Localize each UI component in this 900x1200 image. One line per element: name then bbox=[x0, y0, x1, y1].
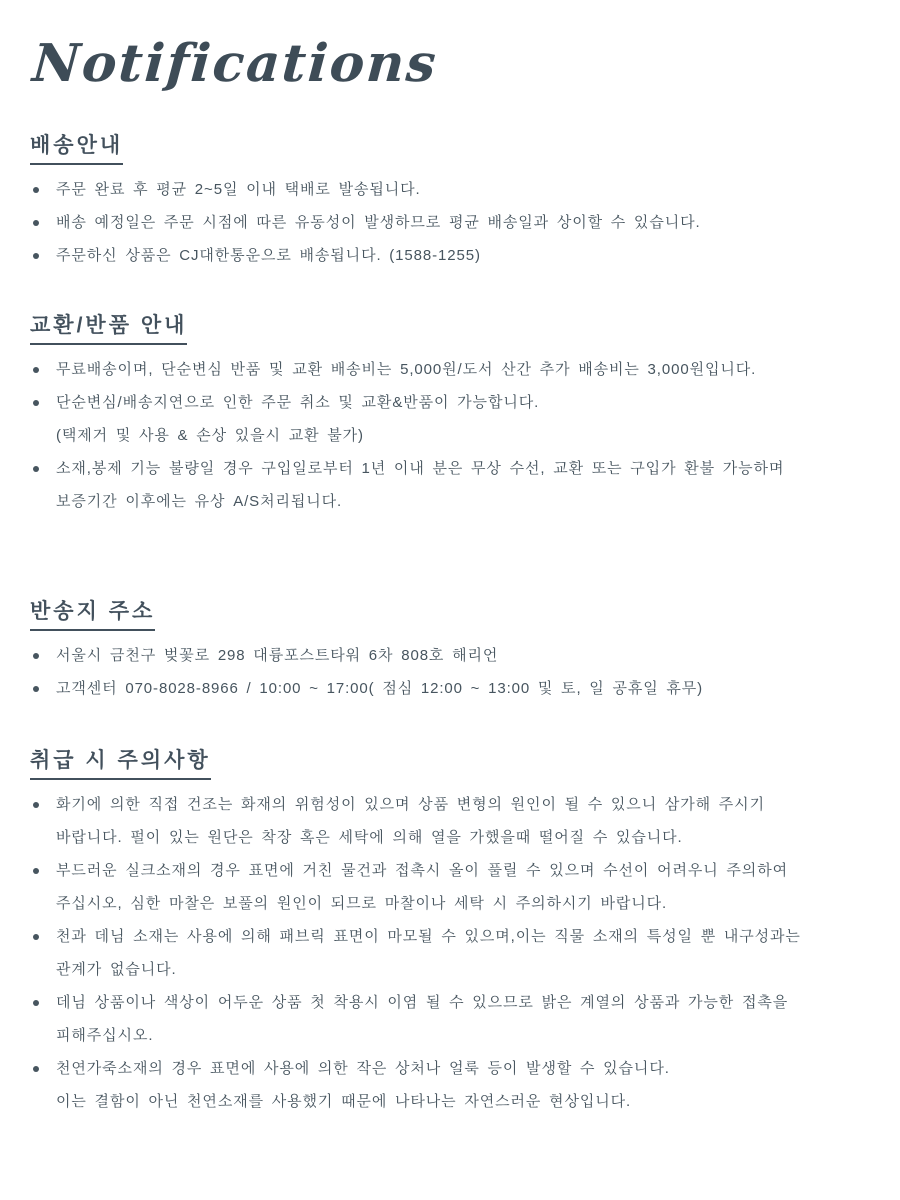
item-line: 천과 데님 소재는 사용에 의해 패브릭 표면이 마모될 수 있으며,이는 직물 소재의 특성일 뿐 내구성과는 bbox=[56, 928, 801, 945]
item-list-exchange-return-info bbox=[30, 353, 864, 518]
list-item bbox=[30, 452, 864, 518]
item-list-shipping-info bbox=[30, 173, 864, 272]
list-item bbox=[30, 920, 864, 986]
list-item bbox=[30, 353, 864, 386]
item-lines bbox=[56, 854, 864, 920]
item-line: 부드러운 실크소재의 경우 표면에 거친 물건과 접촉시 올이 풀릴 수 있으며 수선이 어려우니 주의하여 bbox=[56, 862, 788, 879]
item-line: 고객센터 070-8028-8966 / 10:00 ~ 17:00( 점심 12:00 ~ 13:00 및 토, 일 공휴일 휴무) bbox=[56, 680, 704, 697]
item-lines bbox=[56, 452, 864, 518]
bullet-icon bbox=[33, 253, 39, 259]
item-lines bbox=[56, 672, 864, 705]
bullet-icon bbox=[33, 868, 39, 874]
list-item bbox=[30, 239, 864, 272]
section-exchange-return-info bbox=[30, 314, 864, 518]
bullet-icon bbox=[33, 934, 39, 940]
bullet-icon bbox=[33, 686, 39, 692]
section-shipping-info bbox=[30, 134, 864, 272]
item-line: 천연가죽소재의 경우 표면에 사용에 의한 작은 상처나 얼룩 등이 발생할 수 있습니다. bbox=[56, 1060, 670, 1077]
list-item bbox=[30, 854, 864, 920]
item-lines bbox=[56, 1052, 864, 1118]
item-lines bbox=[56, 986, 864, 1052]
list-item bbox=[30, 788, 864, 854]
item-line: 주십시오, 심한 마찰은 보풀의 원인이 되므로 마찰이나 세탁 시 주의하시기 바랍니다. bbox=[56, 895, 668, 912]
bullet-icon bbox=[33, 220, 39, 226]
item-line: 주문 완료 후 평균 2~5일 이내 택배로 발송됩니다. bbox=[56, 181, 421, 198]
bullet-icon bbox=[33, 367, 39, 373]
item-line: 배송 예정일은 주문 시점에 따른 유동성이 발생하므로 평균 배송일과 상이할 수 있습니다. bbox=[56, 214, 701, 231]
section-heading-handling-precautions: 취급 시 주의사항 bbox=[30, 749, 211, 780]
list-item bbox=[30, 639, 864, 672]
item-line: 소재,봉제 기능 불량일 경우 구입일로부터 1년 이내 분은 무상 수선, 교환 또는 구입가 환불 가능하며 bbox=[56, 460, 785, 477]
item-lines bbox=[56, 920, 864, 986]
item-lines bbox=[56, 206, 864, 239]
section-handling-precautions bbox=[30, 749, 864, 1118]
item-lines bbox=[56, 173, 864, 206]
list-item bbox=[30, 986, 864, 1052]
page-title: Notifications bbox=[30, 33, 440, 94]
section-heading-shipping-info: 배송안내 bbox=[30, 134, 123, 165]
item-line: 화기에 의한 직접 건조는 화재의 위험성이 있으며 상품 변형의 원인이 될 수 있으니 삼가해 주시기 bbox=[56, 796, 765, 813]
item-line: 피해주십시오. bbox=[56, 1027, 154, 1044]
bullet-icon bbox=[33, 187, 39, 193]
bullet-icon bbox=[33, 466, 39, 472]
item-line: 바랍니다. 펄이 있는 원단은 착장 혹은 세탁에 의해 열을 가했을때 떨어질 수 있습니다. bbox=[56, 829, 683, 846]
item-line: 단순변심/배송지연으로 인한 주문 취소 및 교환&반품이 가능합니다. bbox=[56, 394, 540, 411]
list-item bbox=[30, 206, 864, 239]
list-item bbox=[30, 672, 864, 705]
item-line: 주문하신 상품은 CJ대한통운으로 배송됩니다. (1588-1255) bbox=[56, 247, 481, 264]
item-lines bbox=[56, 788, 864, 854]
item-lines bbox=[56, 239, 864, 272]
item-line: 무료배송이며, 단순변심 반품 및 교환 배송비는 5,000원/도서 산간 추가 배송비는 3,000원입니다. bbox=[56, 361, 757, 378]
sections-container bbox=[30, 134, 864, 1118]
list-item bbox=[30, 386, 864, 452]
bullet-icon bbox=[33, 802, 39, 808]
item-list-return-address bbox=[30, 639, 864, 705]
list-item bbox=[30, 173, 864, 206]
item-lines bbox=[56, 386, 864, 452]
bullet-icon bbox=[33, 653, 39, 659]
item-line: 보증기간 이후에는 유상 A/S처리됩니다. bbox=[56, 493, 343, 510]
item-line: 서울시 금천구 벚꽃로 298 대륭포스트타워 6차 808호 해리언 bbox=[56, 647, 499, 664]
item-line: 관계가 없습니다. bbox=[56, 961, 177, 978]
item-line: 데님 상품이나 색상이 어두운 상품 첫 착용시 이염 될 수 있으므로 밝은 계열의 상품과 가능한 접촉을 bbox=[56, 994, 789, 1011]
section-heading-return-address: 반송지 주소 bbox=[30, 600, 155, 631]
item-list-handling-precautions bbox=[30, 788, 864, 1118]
item-line: (택제거 및 사용 & 손상 있을시 교환 불가) bbox=[56, 427, 364, 444]
item-line: 이는 결함이 아닌 천연소재를 사용했기 때문에 나타나는 자연스러운 현상입니다. bbox=[56, 1093, 632, 1110]
bullet-icon bbox=[33, 1066, 39, 1072]
item-lines bbox=[56, 639, 864, 672]
section-heading-exchange-return-info: 교환/반품 안내 bbox=[30, 314, 187, 345]
section-return-address bbox=[30, 600, 864, 705]
list-item bbox=[30, 1052, 864, 1118]
item-lines bbox=[56, 353, 864, 386]
bullet-icon bbox=[33, 1000, 39, 1006]
bullet-icon bbox=[33, 400, 39, 406]
